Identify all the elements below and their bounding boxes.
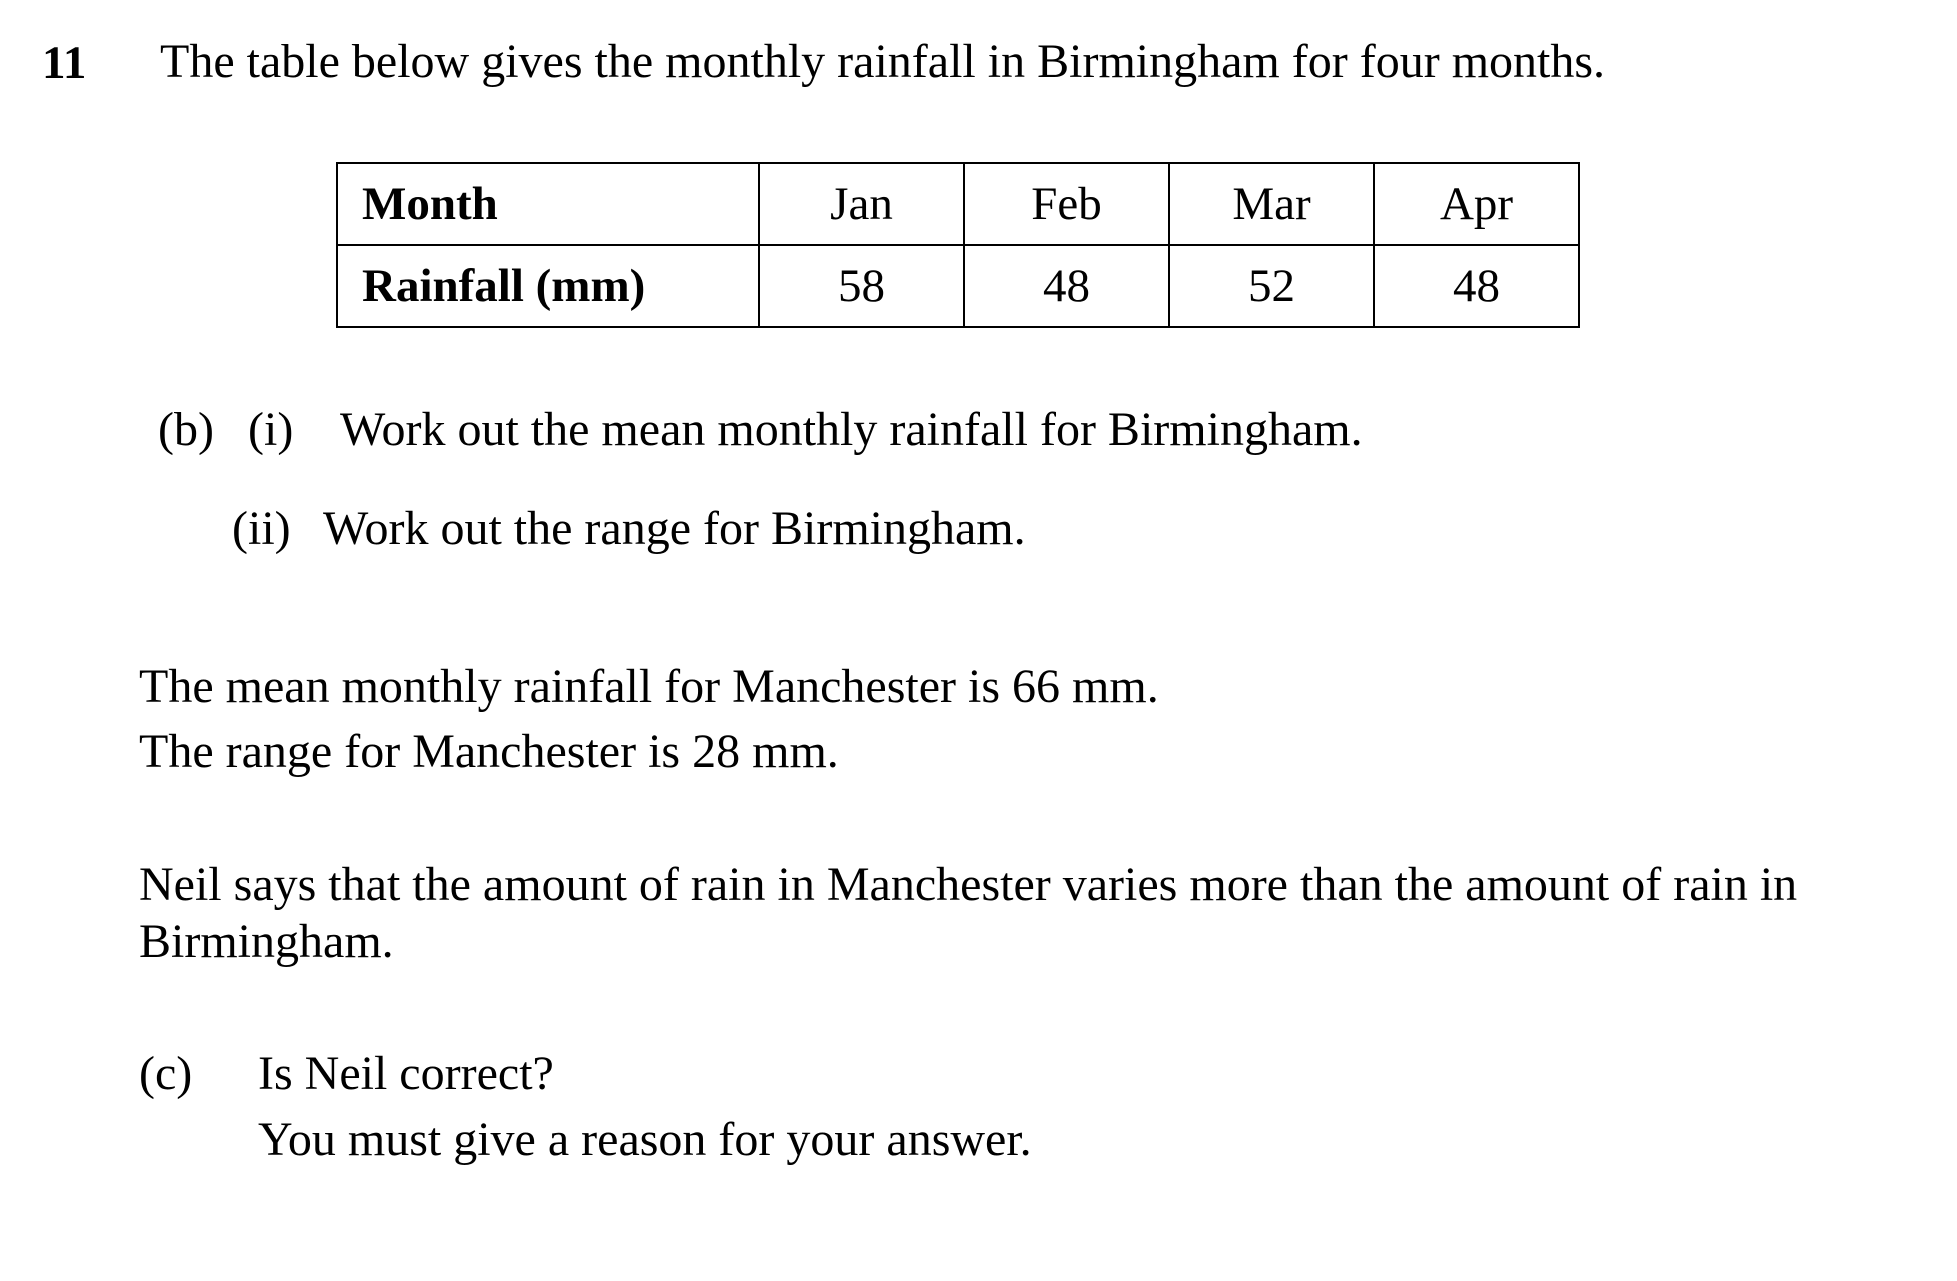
rainfall-cell: 58: [759, 245, 964, 327]
month-cell: Jan: [759, 163, 964, 245]
rainfall-table: [336, 162, 1580, 328]
rainfall-cell: 52: [1169, 245, 1374, 327]
row-header-rainfall: Rainfall (mm): [337, 245, 759, 327]
month-cell: Apr: [1374, 163, 1579, 245]
part-c-label: (c): [139, 1047, 193, 1100]
part-b-ii-question: Work out the range for Birmingham.: [323, 502, 1026, 555]
question-number: 11: [42, 37, 87, 89]
neil-statement-line-2: Birmingham.: [139, 915, 394, 968]
table-row-rainfall: [337, 245, 1579, 327]
manchester-range-statement: The range for Manchester is 28 mm.: [139, 725, 839, 778]
part-b-label: (b): [158, 403, 214, 456]
question-intro: The table below gives the monthly rainfall in Birmingham for four months.: [160, 35, 1606, 88]
table-row-month: [337, 163, 1579, 245]
part-b-i-question: Work out the mean monthly rainfall for Birmingham.: [340, 403, 1363, 456]
part-c-instruction: You must give a reason for your answer.: [258, 1113, 1032, 1166]
manchester-mean-statement: The mean monthly rainfall for Manchester is 66 mm.: [139, 660, 1159, 713]
month-cell: Mar: [1169, 163, 1374, 245]
part-c-question: Is Neil correct?: [258, 1047, 554, 1100]
neil-statement-line-1: Neil says that the amount of rain in Manchester varies more than the amount of rain in: [139, 858, 1798, 911]
part-b-i-label: (i): [248, 403, 294, 456]
rainfall-cell: 48: [964, 245, 1169, 327]
row-header-month: Month: [337, 163, 759, 245]
part-b-ii-label: (ii): [232, 502, 291, 555]
month-cell: Feb: [964, 163, 1169, 245]
rainfall-cell: 48: [1374, 245, 1579, 327]
